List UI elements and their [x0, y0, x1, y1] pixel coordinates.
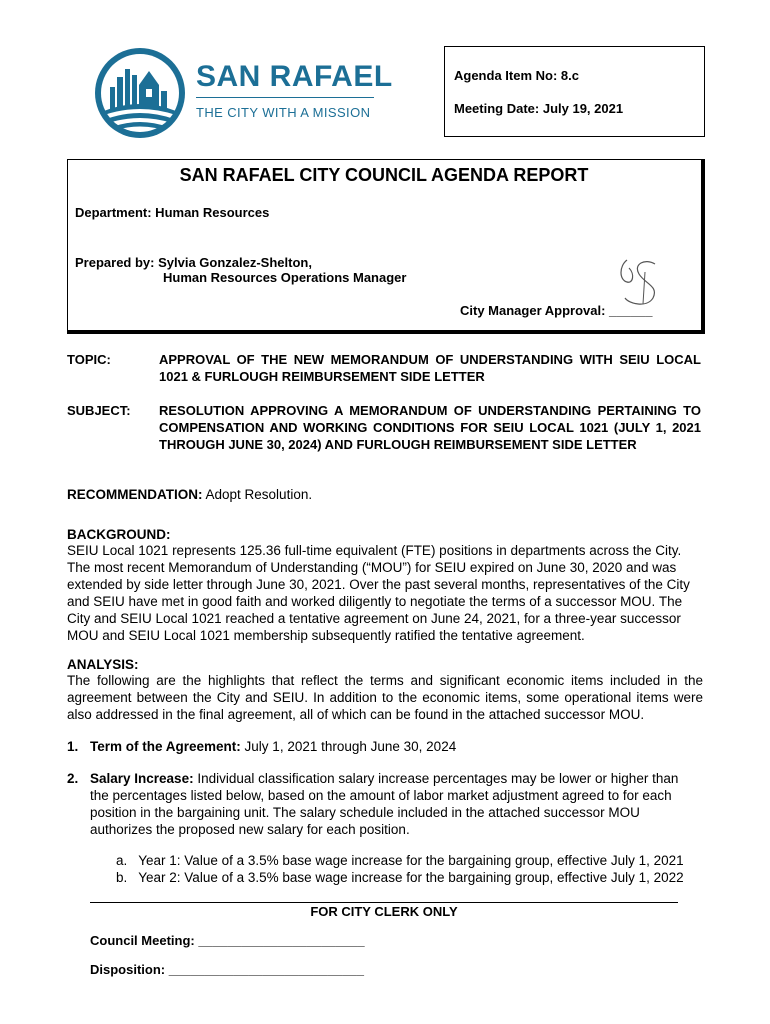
council-meeting-field: Council Meeting: _______________________ [90, 933, 365, 948]
logo-title: SAN RAFAEL [196, 60, 393, 93]
topic-label: TOPIC: [67, 352, 111, 367]
san-rafael-logo [92, 45, 188, 141]
analysis-heading: ANALYSIS: [67, 657, 139, 672]
background-heading: BACKGROUND: [67, 527, 171, 542]
recommendation [67, 486, 703, 503]
agenda-info-box [444, 46, 705, 137]
salary-label: Salary Increase: [90, 771, 194, 786]
salary-text: Individual classification salary increase percentages may be lower or higher than the percentages listed below, based on the amount of labor market adjustment agreed to for each position in the bargaining unit. The salary schedule included in the attached successor MOU authorizes the proposed new salary for each position. [90, 771, 679, 837]
item-number: 1. [67, 739, 79, 754]
meeting-date: Meeting Date: July 19, 2021 [454, 101, 624, 116]
topic-text: APPROVAL OF THE NEW MEMORANDUM OF UNDERSTANDING WITH SEIU LOCAL 1021 & FURLOUGH REIMBURSEMENT SIDE LETTER [159, 352, 701, 384]
salary-increase [90, 770, 700, 838]
salary-year-1: a. Year 1: Value of a 3.5% base wage increase for the bargaining group, effective July 1, 2021 [116, 853, 684, 868]
subject-label: SUBJECT: [67, 403, 131, 418]
recommendation-text: Adopt Resolution. [205, 487, 313, 502]
term-label: Term of the Agreement: [90, 739, 241, 754]
term-of-agreement [90, 738, 702, 755]
city-manager-approval: City Manager Approval: ______ [460, 303, 653, 318]
prepared-by-title: Human Resources Operations Manager [163, 270, 407, 285]
agenda-item-number: Agenda Item No: 8.c [454, 68, 579, 83]
term-text: July 1, 2021 through June 30, 2024 [244, 739, 457, 754]
logo-divider [196, 97, 374, 98]
department: Department: Human Resources [75, 205, 270, 220]
subject-text: RESOLUTION APPROVING A MEMORANDUM OF UNDERSTANDING PERTAINING TO COMPENSATION AND WORKING CONDITIONS FOR SEIU LOCAL 1021 (JULY 1, 2021 THROUGH JUNE 30, 2024) AND FURLOUGH REIMBURSEMENT SIDE LETTER [159, 403, 701, 452]
disposition-field: Disposition: ___________________________ [90, 962, 364, 977]
report-title: SAN RAFAEL CITY COUNCIL AGENDA REPORT [179, 165, 589, 185]
logo-tagline: THE CITY WITH A MISSION [196, 105, 371, 120]
salary-year-2: b. Year 2: Value of a 3.5% base wage increase for the bargaining group, effective July 1, 2022 [116, 870, 684, 885]
prepared-by: Prepared by: Sylvia Gonzalez-Shelton, [75, 255, 312, 270]
recommendation-label: RECOMMENDATION: [67, 487, 203, 502]
item-number: 2. [67, 771, 79, 786]
background-text: SEIU Local 1021 represents 125.36 full-time equivalent (FTE) positions in departments across the City. The most recent Memorandum of Understanding (“MOU”) for SEIU expired on June 30, 2020 and was extended by side letter through June 30, 2021. Over the past several months, representatives of the City and SEIU have met in good faith and worked diligently to negotiate the terms of a successor MOU. The City and SEIU Local 1021 reached a tentative agreement on June 24, 2021, for a three-year successor MOU and SEIU Local 1021 membership subsequently ratified the tentative agreement. [67, 543, 690, 643]
analysis-text: The following are the highlights that reflect the terms and significant economic items included in the agreement between the City and SEIU. In addition to the economic items, some operational items were also addressed in the final agreement, all of which can be found in the attached successor MOU. [67, 673, 703, 722]
clerk-title: FOR CITY CLERK ONLY [310, 904, 458, 919]
